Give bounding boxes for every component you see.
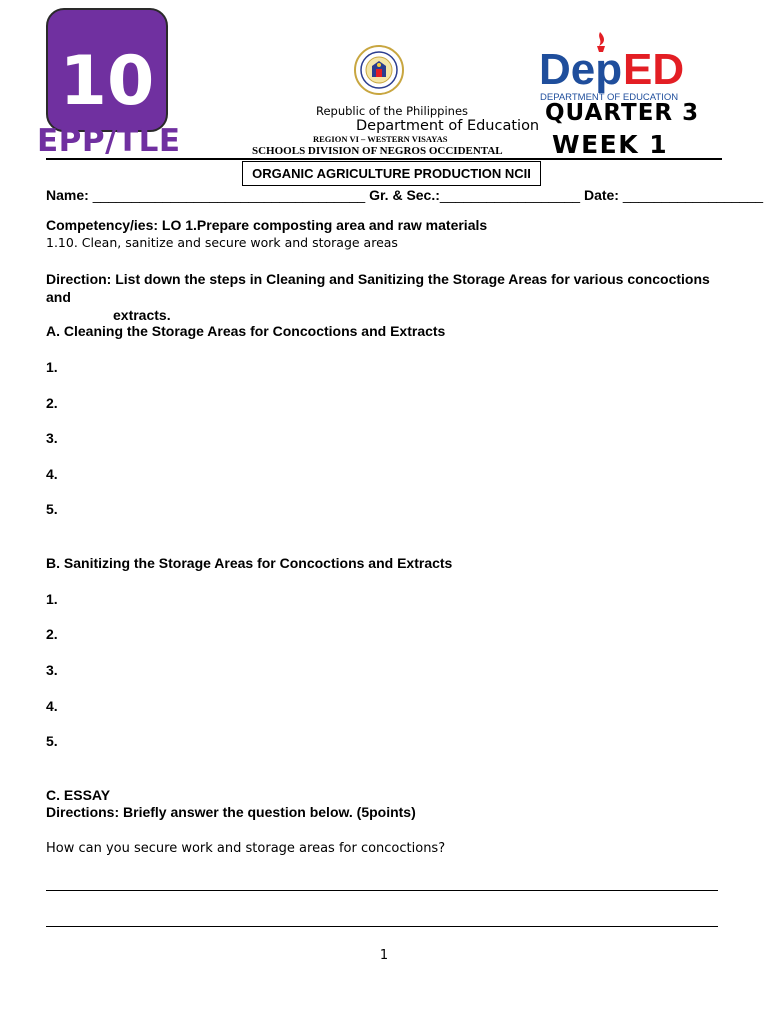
department-text: Department of Education [356, 118, 540, 134]
answer-line-1[interactable] [46, 890, 718, 891]
section-a-item-5: 5. [46, 501, 58, 517]
course-title: ORGANIC AGRICULTURE PRODUCTION NCII [242, 161, 541, 186]
section-a-item-2: 2. [46, 395, 58, 411]
deped-logo [537, 28, 687, 104]
section-b-item-4: 4. [46, 698, 58, 714]
region-text: REGION VI – WESTERN VISAYAS [313, 134, 448, 144]
grade-section-label: Gr. & Sec.: [365, 187, 440, 203]
competency-sub: 1.10. Clean, sanitize and secure work and storage areas [46, 235, 398, 250]
name-label: Name: [46, 187, 93, 203]
section-b-item-2: 2. [46, 626, 58, 642]
division-text: SCHOOLS DIVISION OF NEGROS OCCIDENTAL [252, 145, 503, 157]
quarter-label: QUARTER 3 [545, 100, 700, 126]
student-info-line [46, 187, 764, 203]
answer-line-2[interactable] [46, 926, 718, 927]
logo-text-right: ED [623, 45, 685, 94]
direction-line-1: Direction: List down the steps in Cleaning and Sanitizing the Storage Areas for various concoctions and [46, 271, 710, 305]
section-b-title: B. Sanitizing the Storage Areas for Concoctions and Extracts [46, 555, 453, 571]
grade-badge: 10 [46, 8, 168, 132]
logo-text-left: Dep [539, 45, 623, 94]
week-label: WEEK 1 [552, 130, 669, 159]
grade-section-blank: __________________ [439, 187, 581, 203]
name-blank: ___________________________________ [92, 187, 366, 203]
header-divider [46, 158, 722, 160]
essay-directions: Directions: Briefly answer the question below. (5points) [46, 804, 416, 820]
essay-question: How can you secure work and storage areas for concoctions? [46, 841, 446, 856]
direction-line-2: extracts. [113, 307, 171, 323]
essay-title: C. ESSAY [46, 787, 111, 803]
direction-text [46, 270, 716, 324]
section-b-item-5: 5. [46, 733, 58, 749]
section-a-item-1: 1. [46, 359, 58, 375]
deped-seal-icon [353, 44, 405, 96]
section-a-title: A. Cleaning the Storage Areas for Concoctions and Extracts [46, 323, 446, 339]
page-number: 1 [379, 948, 389, 963]
republic-text: Republic of the Philippines [316, 104, 469, 118]
logo-caption: DEPARTMENT OF EDUCATION [540, 92, 679, 103]
section-b-item-1: 1. [46, 591, 58, 607]
date-label: Date: [580, 187, 623, 203]
section-a-item-3: 3. [46, 430, 58, 446]
competency-title: Competency/ies: LO 1.Prepare composting area and raw materials [46, 217, 488, 233]
section-b-item-3: 3. [46, 662, 58, 678]
section-a-item-4: 4. [46, 466, 58, 482]
date-blank: __________________ [622, 187, 764, 203]
subject-title: EPP/TLE [37, 123, 181, 159]
